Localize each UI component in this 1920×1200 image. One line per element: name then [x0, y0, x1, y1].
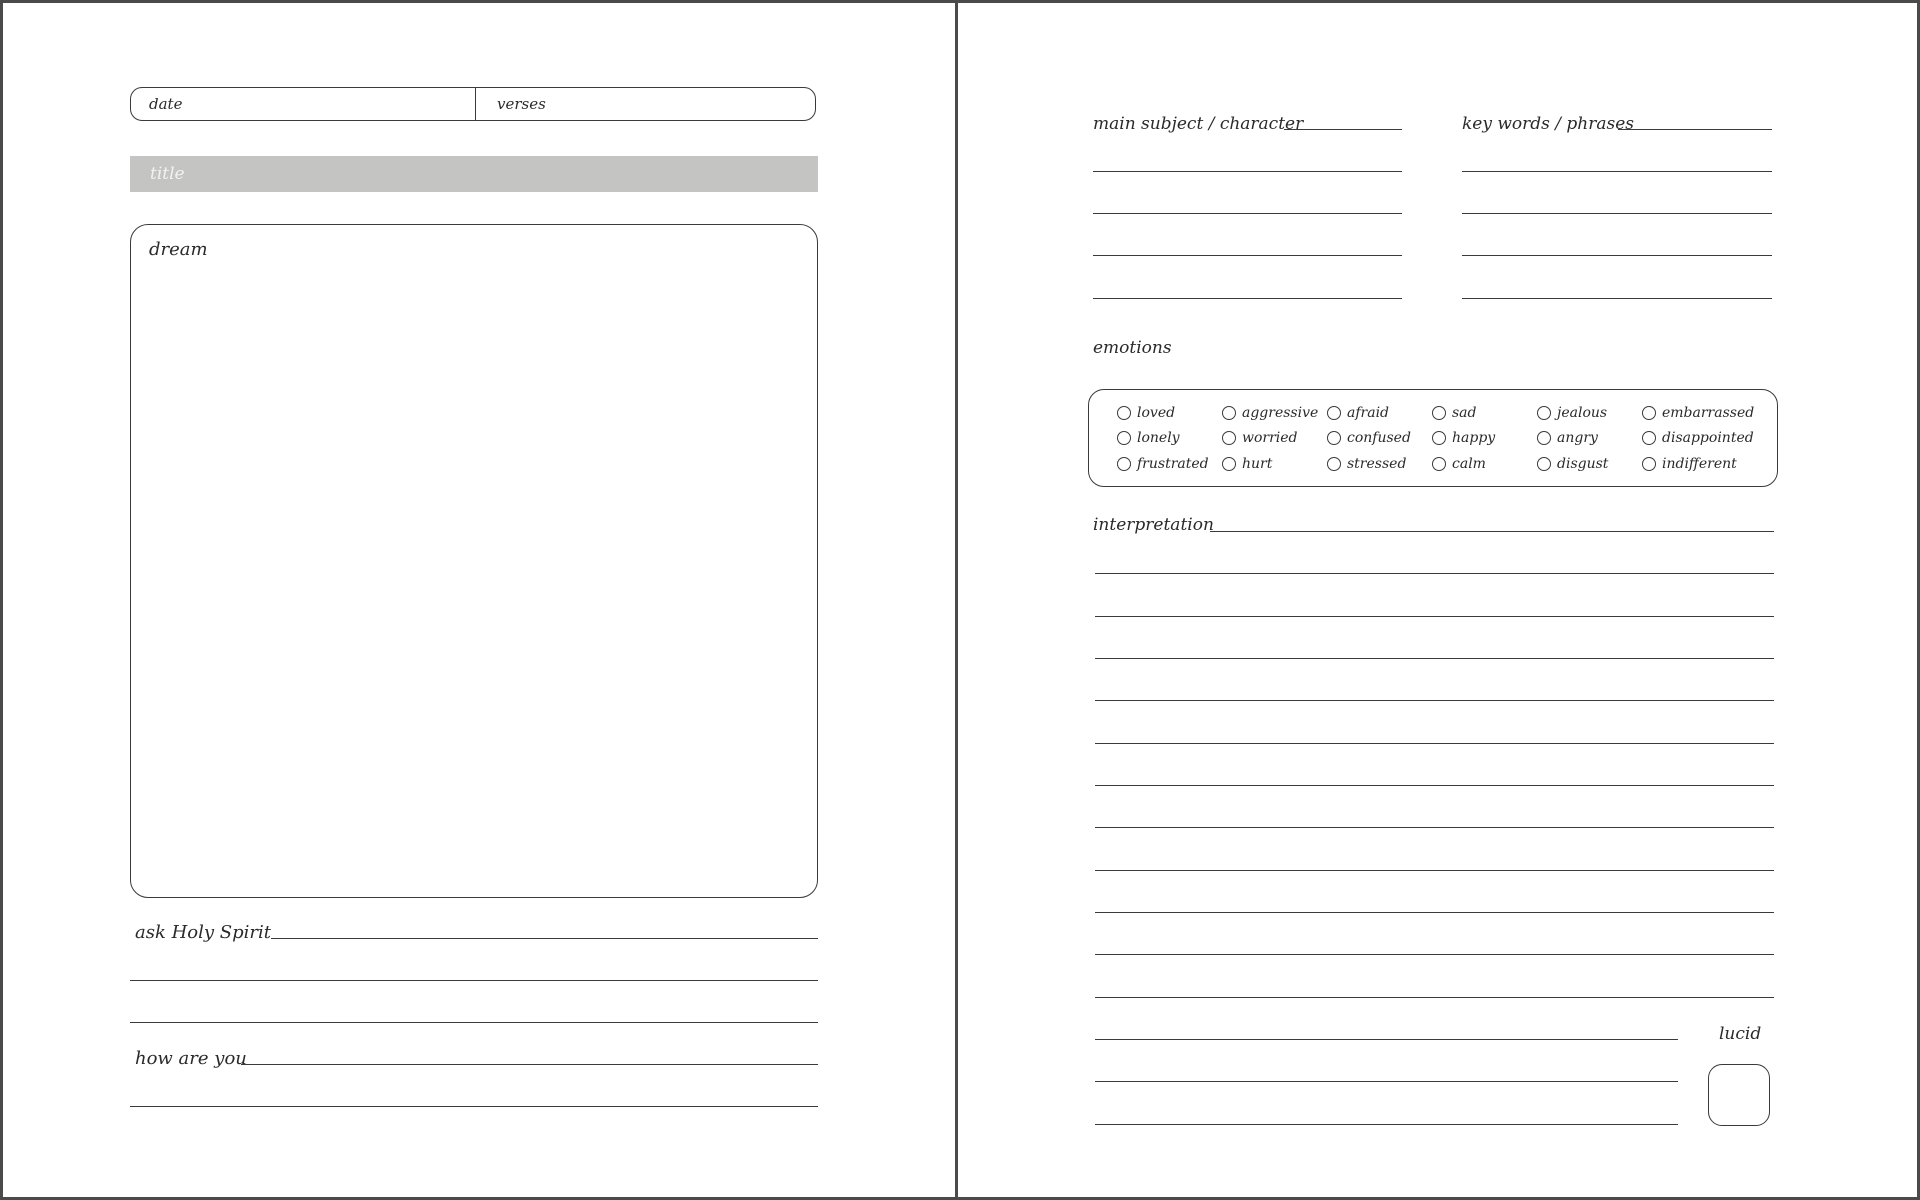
emotion-checkbox[interactable]	[1117, 431, 1131, 445]
emotion-option-lonely[interactable]	[1117, 426, 1222, 452]
writing-line	[1462, 213, 1772, 214]
writing-line	[1093, 298, 1402, 299]
writing-line	[1210, 531, 1774, 532]
writing-line	[1095, 616, 1774, 617]
emotion-checkbox[interactable]	[1117, 406, 1131, 420]
emotion-option-indifferent[interactable]	[1642, 451, 1747, 477]
emotion-label: loved	[1137, 404, 1176, 421]
emotion-label: aggressive	[1242, 404, 1319, 421]
emotion-checkbox[interactable]	[1222, 406, 1236, 420]
writing-line	[1462, 171, 1772, 172]
emotion-option-calm[interactable]	[1432, 451, 1537, 477]
emotions-box	[1088, 389, 1778, 487]
how-are-you-label: how are you	[135, 1048, 247, 1069]
emotion-label: angry	[1557, 430, 1598, 447]
key-words-label: key words / phrases	[1462, 114, 1635, 134]
writing-line	[1095, 743, 1774, 744]
writing-line	[1095, 1124, 1678, 1125]
writing-line	[1462, 298, 1772, 299]
dream-label: dream	[149, 239, 208, 260]
emotion-label: sad	[1452, 404, 1477, 421]
emotion-checkbox[interactable]	[1432, 406, 1446, 420]
writing-line	[1284, 129, 1402, 130]
emotion-label: stressed	[1347, 455, 1407, 472]
title-bar	[130, 156, 818, 192]
spread-divider	[955, 0, 958, 1200]
writing-line	[1095, 785, 1774, 786]
emotion-label: worried	[1242, 430, 1298, 447]
emotion-label: lonely	[1137, 430, 1180, 447]
emotions-grid	[1117, 400, 1755, 477]
writing-line	[1095, 1039, 1678, 1040]
lucid-label: lucid	[1719, 1024, 1762, 1044]
writing-line	[1095, 573, 1774, 574]
emotion-option-confused[interactable]	[1327, 426, 1432, 452]
emotion-option-disgust[interactable]	[1537, 451, 1642, 477]
title-label: title	[150, 164, 185, 184]
emotion-label: disgust	[1557, 455, 1609, 472]
emotions-label: emotions	[1093, 338, 1172, 358]
emotion-checkbox[interactable]	[1432, 431, 1446, 445]
emotion-option-afraid[interactable]	[1327, 400, 1432, 426]
emotion-checkbox[interactable]	[1642, 406, 1656, 420]
writing-line	[1095, 997, 1774, 998]
writing-line	[1093, 171, 1402, 172]
emotion-option-stressed[interactable]	[1327, 451, 1432, 477]
ask-holy-spirit-label: ask Holy Spirit	[135, 922, 271, 943]
writing-line	[1093, 213, 1402, 214]
writing-line	[1618, 129, 1772, 130]
emotion-checkbox[interactable]	[1117, 457, 1131, 471]
date-verses-field	[130, 87, 816, 121]
writing-line	[1095, 954, 1774, 955]
emotion-label: confused	[1347, 430, 1411, 447]
emotion-checkbox[interactable]	[1222, 431, 1236, 445]
emotion-option-embarrassed[interactable]	[1642, 400, 1755, 426]
writing-line	[130, 1022, 818, 1023]
emotion-checkbox[interactable]	[1537, 457, 1551, 471]
lucid-checkbox[interactable]	[1708, 1064, 1770, 1126]
emotion-label: indifferent	[1662, 455, 1737, 472]
writing-line	[1095, 700, 1774, 701]
emotion-label: calm	[1452, 455, 1486, 472]
emotion-label: happy	[1452, 430, 1496, 447]
dream-box	[130, 224, 818, 898]
emotion-checkbox[interactable]	[1642, 457, 1656, 471]
emotion-label: afraid	[1347, 404, 1390, 421]
writing-line	[1095, 870, 1774, 871]
emotion-checkbox[interactable]	[1537, 431, 1551, 445]
emotion-option-sad[interactable]	[1432, 400, 1537, 426]
emotion-checkbox[interactable]	[1222, 457, 1236, 471]
emotion-option-hurt[interactable]	[1222, 451, 1327, 477]
emotion-option-loved[interactable]	[1117, 400, 1222, 426]
emotion-checkbox[interactable]	[1432, 457, 1446, 471]
interpretation-label: interpretation	[1093, 515, 1214, 535]
emotion-label: frustrated	[1137, 455, 1209, 472]
writing-line	[241, 1064, 818, 1065]
emotion-option-worried[interactable]	[1222, 426, 1327, 452]
emotion-label: embarrassed	[1662, 404, 1755, 421]
emotion-checkbox[interactable]	[1537, 406, 1551, 420]
emotion-checkbox[interactable]	[1327, 406, 1341, 420]
writing-line	[130, 1106, 818, 1107]
emotion-option-jealous[interactable]	[1537, 400, 1642, 426]
writing-line	[1095, 827, 1774, 828]
emotion-checkbox[interactable]	[1327, 431, 1341, 445]
date-verses-separator	[475, 88, 476, 120]
writing-line	[1095, 912, 1774, 913]
emotion-checkbox[interactable]	[1327, 457, 1341, 471]
emotion-checkbox[interactable]	[1642, 431, 1656, 445]
emotion-option-frustrated[interactable]	[1117, 451, 1222, 477]
emotion-label: jealous	[1557, 404, 1608, 421]
emotion-option-aggressive[interactable]	[1222, 400, 1327, 426]
writing-line	[1093, 255, 1402, 256]
verses-label: verses	[497, 95, 546, 113]
main-subject-label: main subject / character	[1093, 114, 1304, 134]
emotion-option-disappointed[interactable]	[1642, 426, 1754, 452]
emotion-label: hurt	[1242, 455, 1273, 472]
writing-line	[1462, 255, 1772, 256]
date-label: date	[149, 95, 183, 113]
writing-line	[1095, 658, 1774, 659]
writing-line	[130, 980, 818, 981]
emotion-option-happy[interactable]	[1432, 426, 1537, 452]
writing-line	[1095, 1081, 1678, 1082]
writing-line	[271, 938, 818, 939]
emotion-label: disappointed	[1662, 430, 1754, 447]
emotion-option-angry[interactable]	[1537, 426, 1642, 452]
